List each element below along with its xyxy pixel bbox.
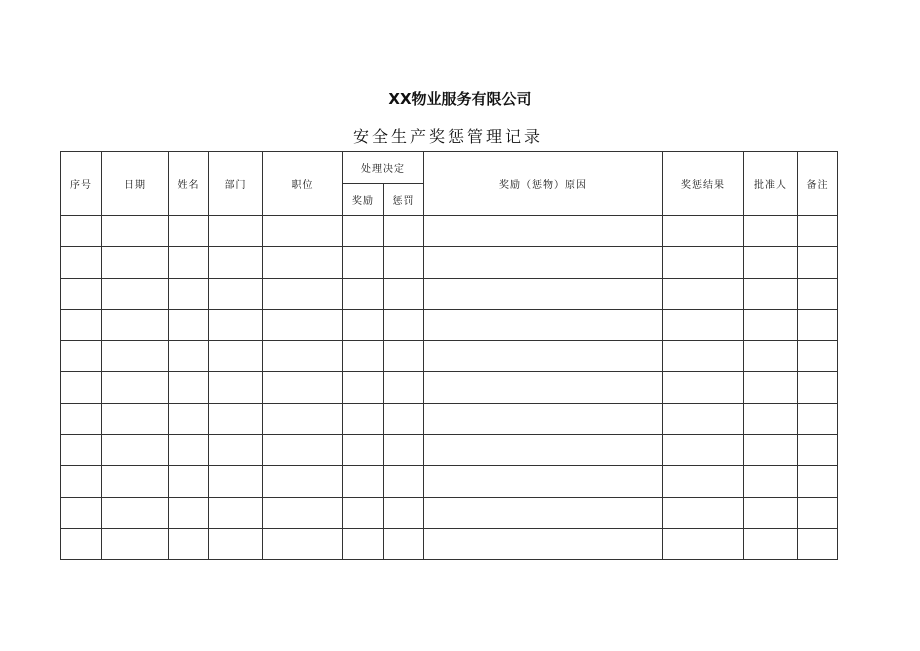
cell-date[interactable] xyxy=(102,403,169,434)
cell-result[interactable] xyxy=(663,216,744,247)
table-body xyxy=(61,216,838,560)
cell-remarks[interactable] xyxy=(798,309,838,340)
cell-result[interactable] xyxy=(663,528,744,559)
reward-penalty-table xyxy=(60,151,838,560)
cell-approver[interactable] xyxy=(744,309,798,340)
cell-date[interactable] xyxy=(102,278,169,309)
header-reason: 奖励（惩物）原因 xyxy=(424,152,663,216)
cell-approver[interactable] xyxy=(744,403,798,434)
cell-reason[interactable] xyxy=(424,528,663,559)
header-position: 职位 xyxy=(263,152,343,216)
cell-remarks[interactable] xyxy=(798,278,838,309)
cell-reason[interactable] xyxy=(424,466,663,497)
cell-approver[interactable] xyxy=(744,247,798,278)
cell-position[interactable] xyxy=(263,247,343,278)
cell-reason[interactable] xyxy=(424,497,663,528)
cell-reward[interactable] xyxy=(343,278,384,309)
table-row xyxy=(61,403,838,434)
cell-department[interactable] xyxy=(209,309,263,340)
cell-department[interactable] xyxy=(209,435,263,466)
cell-seq[interactable] xyxy=(61,435,102,466)
cell-penalty[interactable] xyxy=(384,372,424,403)
cell-name[interactable] xyxy=(169,247,209,278)
cell-penalty[interactable] xyxy=(384,341,424,372)
header-decision: 处理决定 xyxy=(343,152,424,184)
cell-penalty[interactable] xyxy=(384,278,424,309)
cell-department[interactable] xyxy=(209,372,263,403)
header-name: 姓名 xyxy=(169,152,209,216)
cell-result[interactable] xyxy=(663,247,744,278)
cell-approver[interactable] xyxy=(744,278,798,309)
cell-reward[interactable] xyxy=(343,341,384,372)
cell-approver[interactable] xyxy=(744,372,798,403)
cell-department[interactable] xyxy=(209,497,263,528)
cell-reason[interactable] xyxy=(424,309,663,340)
cell-result[interactable] xyxy=(663,435,744,466)
cell-date[interactable] xyxy=(102,372,169,403)
cell-result[interactable] xyxy=(663,497,744,528)
cell-remarks[interactable] xyxy=(798,341,838,372)
cell-penalty[interactable] xyxy=(384,466,424,497)
cell-result[interactable] xyxy=(663,403,744,434)
table-row xyxy=(61,309,838,340)
cell-position[interactable] xyxy=(263,528,343,559)
cell-remarks[interactable] xyxy=(798,247,838,278)
header-remarks: 备注 xyxy=(798,152,838,216)
company-name: XX物业服务有限公司 xyxy=(388,90,532,108)
cell-name[interactable] xyxy=(169,278,209,309)
cell-seq[interactable] xyxy=(61,247,102,278)
cell-reward[interactable] xyxy=(343,403,384,434)
cell-seq[interactable] xyxy=(61,309,102,340)
cell-approver[interactable] xyxy=(744,528,798,559)
header-penalty: 惩罚 xyxy=(384,184,424,216)
cell-name[interactable] xyxy=(169,528,209,559)
cell-department[interactable] xyxy=(209,403,263,434)
cell-department[interactable] xyxy=(209,247,263,278)
cell-date[interactable] xyxy=(102,216,169,247)
cell-name[interactable] xyxy=(169,435,209,466)
cell-name[interactable] xyxy=(169,309,209,340)
table-row xyxy=(61,435,838,466)
cell-remarks[interactable] xyxy=(798,403,838,434)
cell-penalty[interactable] xyxy=(384,403,424,434)
cell-approver[interactable] xyxy=(744,466,798,497)
cell-position[interactable] xyxy=(263,466,343,497)
table-row xyxy=(61,466,838,497)
cell-result[interactable] xyxy=(663,372,744,403)
cell-remarks[interactable] xyxy=(798,216,838,247)
cell-department[interactable] xyxy=(209,341,263,372)
table-row xyxy=(61,341,838,372)
cell-result[interactable] xyxy=(663,278,744,309)
cell-reward[interactable] xyxy=(343,528,384,559)
cell-name[interactable] xyxy=(169,372,209,403)
cell-penalty[interactable] xyxy=(384,216,424,247)
cell-reward[interactable] xyxy=(343,466,384,497)
header-department: 部门 xyxy=(209,152,263,216)
cell-seq[interactable] xyxy=(61,403,102,434)
header-seq: 序号 xyxy=(61,152,102,216)
cell-name[interactable] xyxy=(169,497,209,528)
cell-seq[interactable] xyxy=(61,278,102,309)
header-reward: 奖励 xyxy=(343,184,384,216)
cell-approver[interactable] xyxy=(744,435,798,466)
cell-reward[interactable] xyxy=(343,247,384,278)
cell-seq[interactable] xyxy=(61,372,102,403)
cell-reason[interactable] xyxy=(424,278,663,309)
cell-result[interactable] xyxy=(663,341,744,372)
cell-seq[interactable] xyxy=(61,216,102,247)
cell-remarks[interactable] xyxy=(798,466,838,497)
cell-position[interactable] xyxy=(263,435,343,466)
cell-date[interactable] xyxy=(102,528,169,559)
cell-seq[interactable] xyxy=(61,466,102,497)
cell-reason[interactable] xyxy=(424,435,663,466)
cell-position[interactable] xyxy=(263,341,343,372)
table-row xyxy=(61,528,838,559)
table-row xyxy=(61,372,838,403)
cell-position[interactable] xyxy=(263,497,343,528)
cell-name[interactable] xyxy=(169,466,209,497)
header-result: 奖惩结果 xyxy=(663,152,744,216)
table-row xyxy=(61,278,838,309)
cell-position[interactable] xyxy=(263,372,343,403)
cell-name[interactable] xyxy=(169,216,209,247)
cell-seq[interactable] xyxy=(61,497,102,528)
header-approver: 批准人 xyxy=(744,152,798,216)
cell-department[interactable] xyxy=(209,528,263,559)
cell-date[interactable] xyxy=(102,435,169,466)
cell-name[interactable] xyxy=(169,341,209,372)
header-date: 日期 xyxy=(102,152,169,216)
cell-date[interactable] xyxy=(102,247,169,278)
cell-department[interactable] xyxy=(209,216,263,247)
cell-department[interactable] xyxy=(209,278,263,309)
cell-reward[interactable] xyxy=(343,497,384,528)
cell-result[interactable] xyxy=(663,466,744,497)
cell-name[interactable] xyxy=(169,403,209,434)
cell-position[interactable] xyxy=(263,278,343,309)
cell-penalty[interactable] xyxy=(384,528,424,559)
cell-reward[interactable] xyxy=(343,309,384,340)
cell-penalty[interactable] xyxy=(384,435,424,466)
cell-position[interactable] xyxy=(263,403,343,434)
cell-result[interactable] xyxy=(663,309,744,340)
cell-seq[interactable] xyxy=(61,528,102,559)
table-row xyxy=(61,247,838,278)
cell-department[interactable] xyxy=(209,466,263,497)
cell-reason[interactable] xyxy=(424,247,663,278)
cell-reward[interactable] xyxy=(343,216,384,247)
cell-penalty[interactable] xyxy=(384,309,424,340)
cell-seq[interactable] xyxy=(61,341,102,372)
cell-reason[interactable] xyxy=(424,341,663,372)
cell-approver[interactable] xyxy=(744,341,798,372)
cell-remarks[interactable] xyxy=(798,497,838,528)
cell-remarks[interactable] xyxy=(798,372,838,403)
cell-remarks[interactable] xyxy=(798,435,838,466)
cell-reward[interactable] xyxy=(343,435,384,466)
cell-position[interactable] xyxy=(263,216,343,247)
document-title: 安全生产奖惩管理记录 xyxy=(352,127,543,146)
cell-reward[interactable] xyxy=(343,372,384,403)
cell-reason[interactable] xyxy=(424,216,663,247)
cell-date[interactable] xyxy=(102,309,169,340)
cell-reason[interactable] xyxy=(424,372,663,403)
cell-remarks[interactable] xyxy=(798,528,838,559)
table-row xyxy=(61,216,838,247)
cell-position[interactable] xyxy=(263,309,343,340)
cell-approver[interactable] xyxy=(744,216,798,247)
table-row xyxy=(61,497,838,528)
cell-approver[interactable] xyxy=(744,497,798,528)
cell-date[interactable] xyxy=(102,466,169,497)
cell-penalty[interactable] xyxy=(384,247,424,278)
cell-date[interactable] xyxy=(102,341,169,372)
cell-penalty[interactable] xyxy=(384,497,424,528)
cell-date[interactable] xyxy=(102,497,169,528)
table-header-row xyxy=(61,152,838,184)
cell-reason[interactable] xyxy=(424,403,663,434)
